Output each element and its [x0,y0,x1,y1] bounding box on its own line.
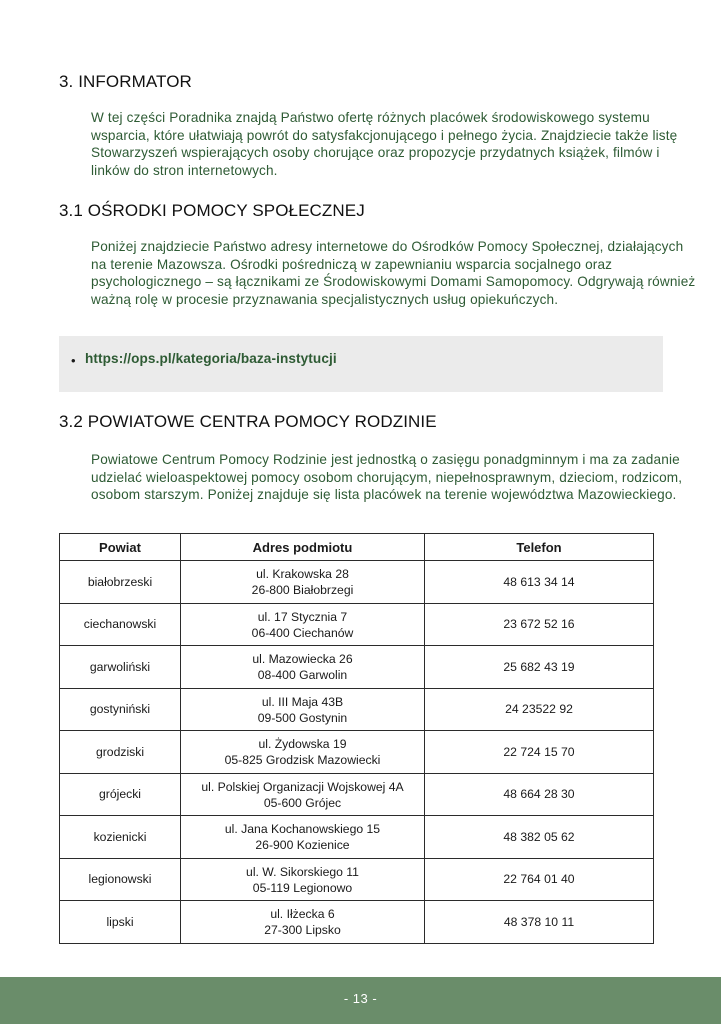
table-row [60,561,654,604]
table-header-row [60,534,654,561]
section-3-1-paragraph: Poniżej znajdziecie Państwo adresy internetowe do Ośrodków Pomocy Społecznej, działających na terenie Mazowsza. Ośrodki pośredniczą w zapewnianiu wsparcia socjalnego oraz psychologicznego – są łącznikami ze Środowiskowymi Domami Samopomocy. Odgrywają również ważną rolę w procesie przyznawania specjalistycznych usług opiekuńczych. [91,239,696,307]
section-3-2-paragraph: Powiatowe Centrum Pomocy Rodzinie jest jednostką o zasięgu ponadgminnym i ma za zadanie udzielać wieloaspektowej pomocy osobom chorującym, niepełnosprawnym, dzieciom, rodzicom, osobom starszym. Poniżej znajduje się lista placówek na terenie województwa Mazowieckiego. [91,452,683,502]
cell-powiat: białobrzeski [60,561,181,604]
address-street: ul. 17 Stycznia 7 [257,609,348,624]
link-box [59,336,663,392]
address-postal-city: 26-900 Kozienice [255,838,350,853]
cell-phone: 25 682 43 19 [425,646,654,689]
address-postal-city: 05-600 Grójec [263,795,342,810]
column-header-powiat: Powiat [60,534,181,561]
section-3-1-heading: 3.1 OŚRODKI POMOCY SPOŁECZNEJ [59,201,365,220]
page-footer [0,977,721,1024]
cell-phone: 24 23522 92 [425,688,654,731]
cell-phone: 48 664 28 30 [425,773,654,816]
cell-address [181,773,425,816]
cell-phone: 22 764 01 40 [425,858,654,901]
cell-powiat: grodziski [60,731,181,774]
cell-address [181,561,425,604]
address-postal-city: 09-500 Gostynin [257,710,348,725]
address-street: ul. Żydowska 19 [258,737,347,752]
address-street: ul. Jana Kochanowskiego 15 [224,822,381,837]
cell-powiat: lipski [60,901,181,944]
cell-powiat: legionowski [60,858,181,901]
address-postal-city: 06-400 Ciechanów [251,625,354,640]
cell-powiat: grójecki [60,773,181,816]
address-street: ul. Krakowska 28 [256,567,349,582]
address-street: ul. Polskiej Organizacji Wojskowej 4A [201,779,404,794]
table-row [60,773,654,816]
table-row [60,858,654,901]
page-number: - 13 - [343,991,378,1006]
address-street: ul. III Maja 43B [261,694,344,709]
address-postal-city: 26-800 Białobrzegi [251,583,354,598]
cell-address [181,816,425,859]
cell-address [181,646,425,689]
address-postal-city: 27-300 Lipsko [264,923,341,938]
table-row [60,646,654,689]
table-row [60,688,654,731]
cell-address [181,688,425,731]
cell-phone: 22 724 15 70 [425,731,654,774]
column-header-phone: Telefon [425,534,654,561]
address-street: ul. W. Sikorskiego 11 [246,864,359,879]
table-row [60,603,654,646]
cell-phone: 48 378 10 11 [425,901,654,944]
cell-phone: 23 672 52 16 [425,603,654,646]
table-row [60,901,654,944]
ops-database-link[interactable]: https://ops.pl/kategoria/baza-instytucji [85,351,337,366]
address-postal-city: 08-400 Garwolin [257,668,348,683]
cell-address [181,731,425,774]
cell-address [181,858,425,901]
address-postal-city: 05-119 Legionowo [252,880,353,895]
table-row [60,816,654,859]
cell-phone: 48 613 34 14 [425,561,654,604]
cell-address [181,901,425,944]
cell-address [181,603,425,646]
section-3-2-heading: 3.2 POWIATOWE CENTRA POMOCY RODZINIE [59,412,437,431]
pcpr-table [59,533,654,944]
cell-powiat: garwoliński [60,646,181,689]
address-postal-city: 05-825 Grodzisk Mazowiecki [224,753,381,768]
column-header-address: Adres podmiotu [181,534,425,561]
section-3-heading: 3. INFORMATOR [59,72,192,91]
table-row [60,731,654,774]
cell-phone: 48 382 05 62 [425,816,654,859]
cell-powiat: kozienicki [60,816,181,859]
address-street: ul. Mazowiecka 26 [252,652,353,667]
cell-powiat: gostyniński [60,688,181,731]
bullet-icon: • [71,353,76,368]
address-street: ul. Iłżecka 6 [270,907,335,922]
cell-powiat: ciechanowski [60,603,181,646]
section-3-paragraph: W tej części Poradnika znajdą Państwo ofertę różnych placówek środowiskowego systemu wsparcia, które ułatwiają powrót do satysfakcjonującego i pełnego życia. Znajdziecie także listę Stowarzyszeń wspierających osoby chorujące oraz propozycje przydatnych książek, filmów i linków do stron internetowych. [91,110,678,178]
